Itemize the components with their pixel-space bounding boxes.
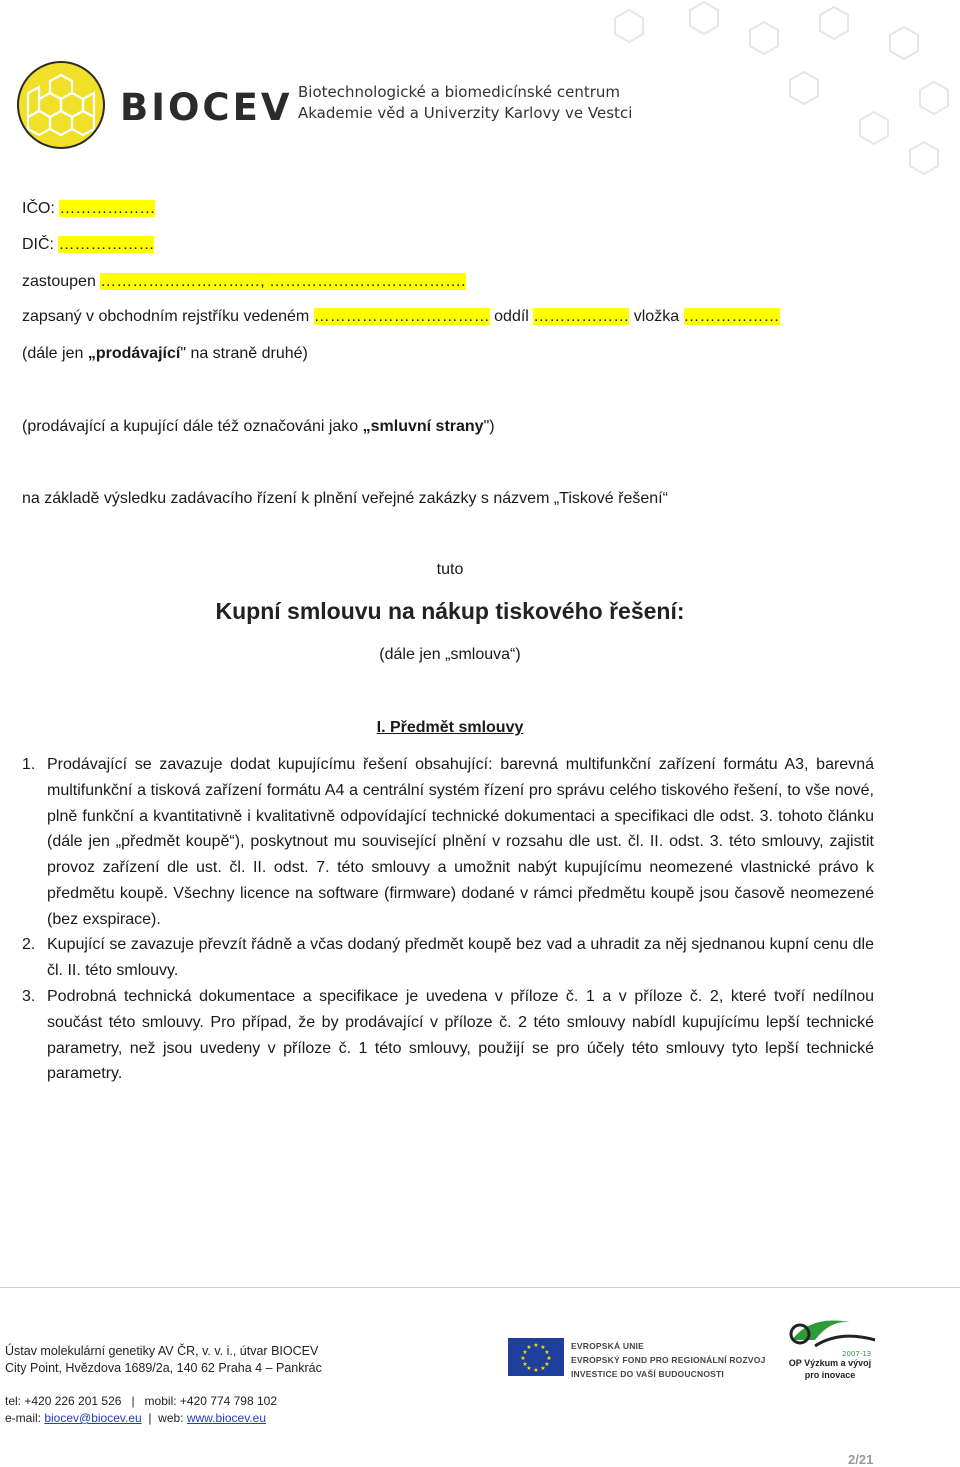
op-vavpi-logo [780, 1310, 890, 1392]
vlozka-value: ……………… [683, 308, 780, 325]
footer-contact [5, 1411, 266, 1425]
section-heading-text: I. Předmět smlouvy [376, 719, 524, 736]
clause-1 [22, 752, 874, 933]
header-tagline-1: Biotechnologické a biomedicínské centrum [298, 83, 621, 101]
web-label: | web: [141, 1411, 187, 1425]
oddil-value: ……………… [533, 308, 630, 325]
svg-text:★: ★ [522, 1361, 528, 1368]
clause-number: 1. [22, 756, 36, 773]
tender-basis-text: na základě výsledku zadávacího řízení k plnění veřejné zakázky s názvem „Tiskové řešení“ [22, 490, 668, 507]
dic-label: DIČ: [22, 236, 59, 253]
zastoupen-value: …………………………, ………………………………. [100, 273, 466, 290]
contract-subtitle: (dále jen „smlouva“) [379, 646, 521, 663]
svg-text:★: ★ [533, 1367, 539, 1374]
parties-designation [22, 417, 495, 437]
op-text-2: pro inovace [804, 1370, 856, 1380]
footer-phones: tel: +420 226 201 526 | mobil: +420 774 798 102 [5, 1394, 277, 1408]
op-years: 2007-13 [842, 1350, 872, 1358]
seller-designation [22, 344, 308, 364]
clause-number: 2. [22, 936, 36, 953]
contract-title: Kupní smlouvu na nákup tiskového řešení: [215, 598, 685, 624]
biocev-logo-icon [16, 60, 106, 150]
svg-text:★: ★ [533, 1342, 539, 1349]
svg-text:★: ★ [544, 1349, 550, 1356]
logo-wordmark: BIOCEV [120, 86, 293, 129]
zastoupen-line [22, 272, 466, 292]
eu-text-3: INVESTICE DO VAŠÍ BUDOUCNOSTI [571, 1369, 724, 1379]
parties-suffix: ") [483, 418, 495, 435]
footer-divider [0, 1287, 960, 1288]
svg-text:★: ★ [522, 1349, 528, 1356]
svg-text:★: ★ [544, 1361, 550, 1368]
ico-line [22, 199, 155, 219]
clause-text: Kupující se zavazuje převzít řádně a včas dodaný předmět koupě bez vad a uhradit za něj sjednanou kupní cenu dle čl. II. této smlouvy. [47, 936, 874, 979]
email-label: e-mail: [5, 1411, 45, 1425]
ico-label: IČO: [22, 200, 60, 217]
oddil-label: oddíl [489, 308, 534, 325]
eu-flag-icon [508, 1338, 564, 1376]
seller-term: „prodávající [87, 345, 181, 362]
clause-2 [22, 932, 874, 984]
parties-term: „smluvní strany [362, 418, 484, 435]
svg-text:★: ★ [540, 1344, 546, 1351]
vlozka-label: vložka [629, 308, 684, 325]
footer-org: Ústav molekulární genetiky AV ČR, v. v. i., útvar BIOCEV [5, 1344, 319, 1358]
eu-text-1: EVROPSKÁ UNIE [571, 1341, 644, 1351]
zastoupen-label: zastoupen [22, 273, 101, 290]
svg-text:★: ★ [540, 1365, 546, 1372]
clause-text: Podrobná technická dokumentace a specifikace je uvedena v příloze č. 1 a v příloze č. 2, které tvoří nedílnou součást této smlouvy. Pro případ, že by prodávající v příloze č. 2 této smlouvy nabídl kupujícímu lepší technické parametry, než jsou uvedeny v příloze č. 1 této smlouvy, použijí se pro účely této smlouvy tyto lepší technické parametry. [47, 988, 874, 1083]
svg-text:★: ★ [520, 1355, 526, 1362]
email-link[interactable]: biocev@biocev.eu [44, 1411, 142, 1425]
svg-text:★: ★ [526, 1365, 532, 1372]
tuto-text: tuto [436, 561, 464, 578]
hexagon-pattern-decoration [590, 0, 960, 185]
eu-text-2: EVROPSKÝ FOND PRO REGIONÁLNÍ ROZVOJ [571, 1355, 766, 1365]
ico-value: ……………… [59, 200, 156, 217]
op-swoosh-icon [780, 1310, 890, 1360]
op-text-1: OP Výzkum a vývoj [788, 1358, 872, 1368]
footer-address: City Point, Hvězdova 1689/2a, 140 62 Praha 4 – Pankrác [5, 1361, 322, 1375]
registry-court: …………………………… [313, 308, 490, 325]
svg-text:★: ★ [526, 1344, 532, 1351]
seller-designation-suffix: " na straně druhé) [180, 345, 308, 362]
registry-line [22, 307, 780, 327]
parties-prefix: (prodávající a kupující dále též označováni jako [22, 418, 363, 435]
page-number: 2/21 [848, 1452, 874, 1467]
dic-value: ……………… [58, 236, 155, 253]
web-link[interactable]: www.biocev.eu [186, 1411, 266, 1425]
header-tagline-2: Akademie věd a Univerzity Karlovy ve Vestci [298, 104, 633, 122]
clause-number: 3. [22, 988, 36, 1005]
section-heading [0, 719, 900, 737]
clause-3 [22, 984, 874, 1087]
seller-designation-prefix: (dále jen [22, 345, 88, 362]
dic-line [22, 235, 154, 255]
clause-text: Prodávající se zavazuje dodat kupujícímu řešení obsahující: barevná multifunkční zařízení formátu A3, barevná multifunkční a tisková zařízení formátu A4 a centrální systém řízení pro správu celého tiskového řešení, to vše nové, plně funkční a kvantitativně i kvalitativně odpovídající technické dokumentaci a specifikaci dle odst. 3. tohoto článku (dále jen „předmět koupě“), poskytnout mu související plnění v rozsahu dle ust. čl. II. odst. 3. této smlouvy, zajistit provoz zařízení dle ust. čl. II. odst. 7. této smlouvy a umožnit nabýt kupujícímu neomezené vlastnické právo k předmětu koupě. Všechny licence na software (firmware) dodané v rámci předmětu koupě jsou časově neomezené (bez exspirace). [47, 756, 874, 928]
registry-label: zapsaný v obchodním rejstříku vedeném [22, 308, 314, 325]
svg-text:★: ★ [546, 1355, 552, 1362]
